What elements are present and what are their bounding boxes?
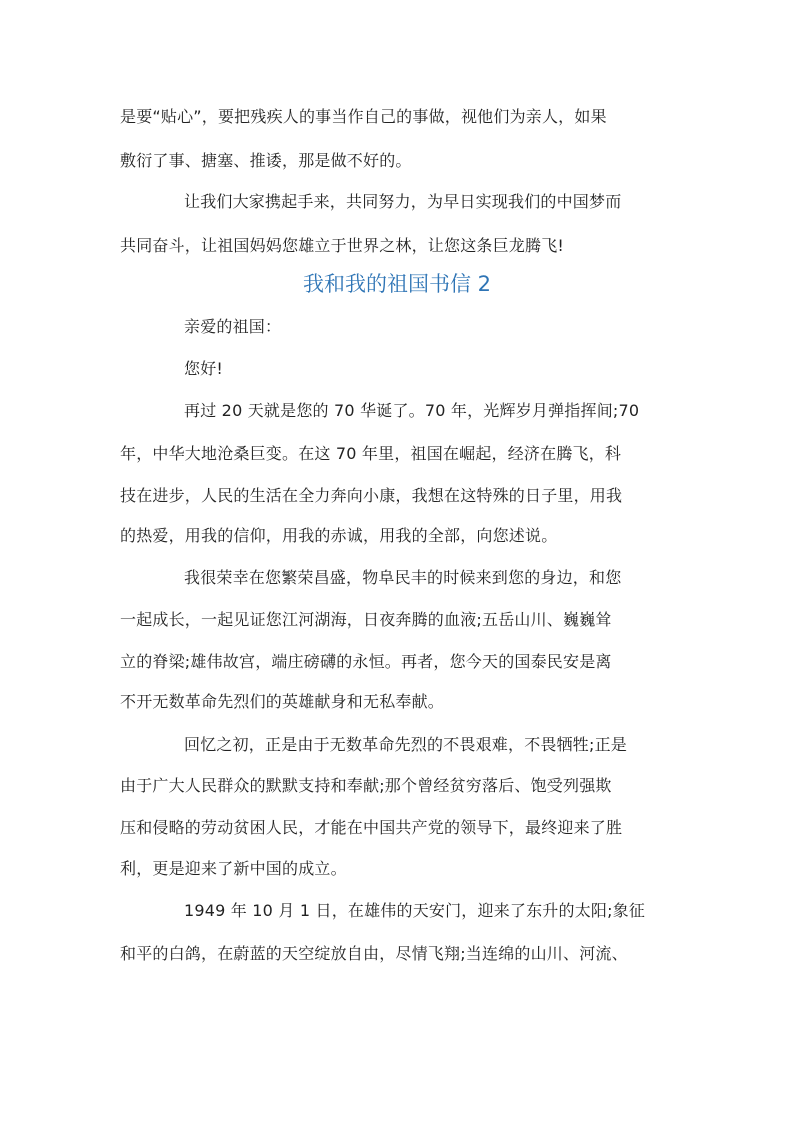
- body-text-line: 立的脊梁;雄伟故宫，端庄磅礴的永恒。再者，您今天的国泰民安是离: [120, 652, 612, 671]
- body-text-line: 回忆之初，正是由于无数革命先烈的不畏艰难，不畏牺牲;正是: [184, 735, 627, 754]
- body-text-line: 让我们大家携起手来，共同努力，为早日实现我们的中国梦而: [184, 192, 622, 211]
- body-text-line: 利，更是迎来了新中国的成立。: [120, 859, 347, 878]
- body-text-line: 再过 20 天就是您的 70 华诞了。70 年，光辉岁月弹指挥间;70: [184, 401, 640, 420]
- body-text-line: 敷衍了事、搪塞、推诿，那是做不好的。: [120, 151, 412, 170]
- greeting: 您好!: [184, 359, 224, 378]
- body-text-line: 和平的白鸽，在蔚蓝的天空绽放自由，尽情飞翔;当连绵的山川、河流、: [120, 944, 628, 963]
- body-text-line: 技在进步，人民的生活在全力奔向小康，我想在这特殊的日子里，用我: [120, 486, 623, 505]
- salutation: 亲爱的祖国：: [184, 317, 282, 336]
- body-text-line: 压和侵略的劳动贫困人民，才能在中国共产党的领导下，最终迎来了胜: [120, 818, 623, 837]
- body-text-line: 我很荣幸在您繁荣昌盛，物阜民丰的时候来到您的身边，和您: [184, 568, 622, 587]
- body-text-line: 一起成长，一起见证您江河湖海，日夜奔腾的血液;五岳山川、巍巍耸: [120, 610, 612, 629]
- body-text-line: 年，中华大地沧桑巨变。在这 70 年里，祖国在崛起，经济在腾飞，科: [120, 444, 622, 463]
- body-text-line: 共同奋斗，让祖国妈妈您雄立于世界之林，让您这条巨龙腾飞!: [120, 236, 565, 255]
- body-text-line: 是要“贴心”，要把残疾人的事当作自己的事做，视他们为亲人，如果: [120, 107, 607, 126]
- body-text-line: 1949 年 10 月 1 日，在雄伟的天安门，迎来了东升的太阳;象征: [184, 901, 646, 920]
- body-text-line: 的热爱，用我的信仰，用我的赤诚，用我的全部，向您述说。: [120, 526, 558, 545]
- body-text-line: 由于广大人民群众的默默支持和奉献;那个曾经贫穷落后、饱受列强欺: [120, 776, 612, 795]
- body-text-line: 不开无数革命先烈们的英雄献身和无私奉献。: [120, 692, 445, 711]
- section-title: 我和我的祖国书信 2: [302, 272, 492, 296]
